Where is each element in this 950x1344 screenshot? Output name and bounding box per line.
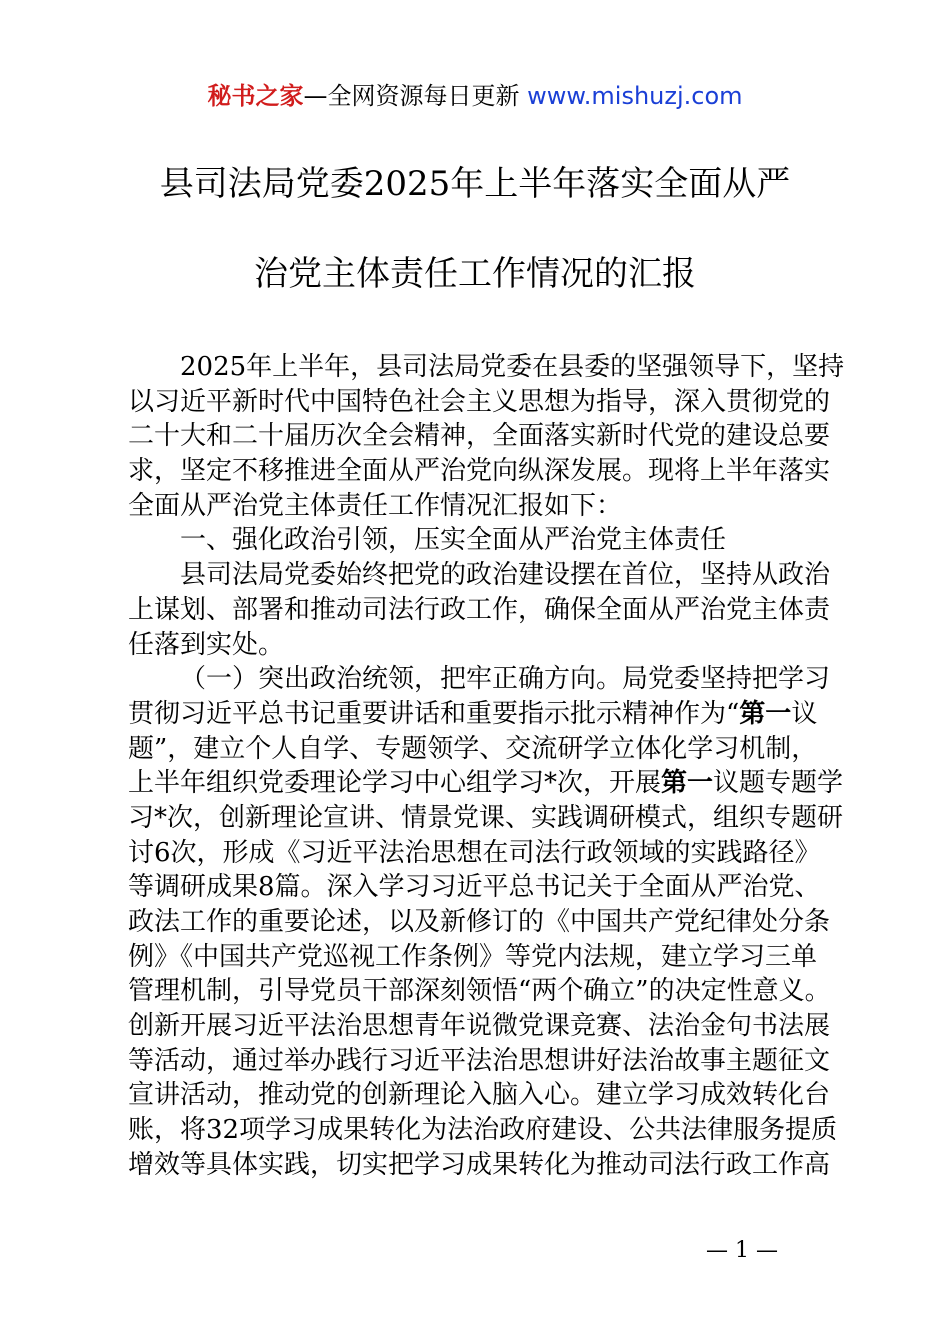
body-line: 宣讲活动，推动党的创新理论入脑入心。建立学习成效转化台	[128, 1080, 831, 1111]
body-line: 等活动，通过举办践行习近平法治思想讲好法治故事主题征文	[128, 1045, 831, 1076]
body-line: 任落到实处。	[128, 629, 285, 660]
body-line: 等调研成果8篇。深入学习习近平总书记关于全面从严治党、	[128, 872, 821, 903]
body-line: 上谋划、部署和推动司法行政工作，确保全面从严治党主体责	[128, 594, 831, 625]
body-line: 求，坚定不移推进全面从严治党向纵深发展。现将上半年落实	[128, 456, 831, 487]
body-line	[128, 766, 848, 801]
body-text: 贯彻习近平总书记重要讲话和重要指示批示精神作为“	[128, 698, 740, 729]
title-line-2: 治党主体责任工作情况的汇报	[254, 254, 696, 294]
body-line: 二十大和二十届历次全会精神，全面落实新时代党的建设总要	[128, 421, 831, 452]
page-footer	[0, 1238, 950, 1268]
body-line: （一）突出政治统领，把牢正确方向。局党委坚持把学习	[180, 664, 831, 695]
site-tagline: —全网资源每日更新	[303, 82, 528, 110]
site-banner	[0, 80, 950, 112]
body-line: 例》《中国共产党巡视工作条例》等党内法规，建立学习三单	[128, 941, 818, 972]
body-line	[128, 697, 848, 732]
body-line: 题”，建立个人自学、专题领学、交流研学立体化学习机制，	[128, 733, 818, 764]
title-line-1: 县司法局党委2025年上半年落实全面从严	[159, 164, 791, 204]
body-line: 习*次，创新理论宣讲、情景党课、实践调研模式，组织专题研	[128, 802, 844, 833]
section-heading: 一、强化政治引领，压实全面从严治党主体责任	[180, 525, 727, 556]
body-line: 以习近平新时代中国特色社会主义思想为指导，深入贯彻党的	[128, 386, 831, 417]
document-title	[60, 160, 890, 298]
body-line: 2025年上半年，县司法局党委在县委的坚强领导下，坚持	[180, 352, 845, 382]
body-line: 县司法局党委始终把党的政治建设摆在首位，坚持从政治	[180, 560, 831, 591]
body-text: 议题专题学	[713, 768, 844, 799]
document-body	[128, 350, 848, 1183]
body-line: 管理机制，引导党员干部深刻领悟“两个确立”的决定性意义。	[128, 976, 831, 1007]
body-line: 讨6次，形成《习近平法治思想在司法行政领域的实践路径》	[128, 837, 821, 868]
body-line: 创新开展习近平法治思想青年说微党课竞赛、法治金句书法展	[128, 1011, 831, 1042]
body-text: 上半年组织党委理论学习中心组学习*次，开展	[128, 768, 662, 799]
body-line: 全面从严治党主体责任工作情况汇报如下：	[128, 490, 623, 521]
site-url-link[interactable]: www.mishuzj.com	[527, 82, 743, 110]
body-line: 政法工作的重要论述，以及新修订的《中国共产党纪律处分条	[128, 907, 831, 937]
bold-term: 第一	[661, 768, 714, 799]
body-line: 增效等具体实践，切实把学习成果转化为推动司法行政工作高	[128, 1149, 831, 1180]
site-brand: 秘书之家	[207, 82, 304, 110]
bold-term: 第一	[739, 698, 792, 729]
body-text: 议	[791, 698, 818, 729]
page-number: — 1 —	[706, 1238, 778, 1263]
body-line: 账，将32项学习成果转化为法治政府建设、公共法律服务提质	[128, 1115, 838, 1146]
